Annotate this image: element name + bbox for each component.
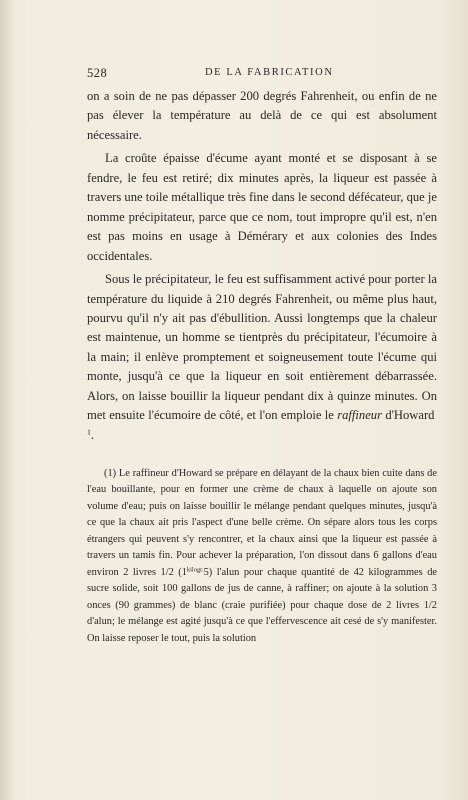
- footnote-superscript: kilogr.: [186, 566, 204, 574]
- paragraph-2: La croûte épaisse d'écume ayant monté et se disposant à se fendre, le feu est retiré; dix minutes après, la liqueur est passée à travers une toile métallique très fine dans le second défécateur, que je nomme précipitateur, parce que ce nom, tout impropre qu'il est, n'en est pas moins en usage à Démérary et aux colonies des Indes occidentales.: [87, 151, 437, 263]
- paragraph-1: on a soin de ne pas dépasser 200 degrés Fahrenheit, ou enfin de ne pas élever la température au delà de ce qui est absolument nécessaire.: [87, 89, 437, 142]
- page-header: [87, 66, 437, 82]
- footnote-reference: 1: [87, 427, 91, 437]
- paragraph-3-end: d'Howard: [385, 408, 435, 423]
- footnote-text: [87, 466, 437, 647]
- running-head: DE LA FABRICATION: [205, 67, 334, 78]
- paragraph-3-final: .: [90, 427, 95, 442]
- raffineur-term: raffineur: [337, 408, 382, 423]
- footnote-text-a: (1) Le raffineur d'Howard se prépare en délayant de la chaux bien cuite dans de l'eau bouillante, pour en former une crème de chaux à laquelle on ajoute son volume d'eau; puis on laisse bouillir le mélange pendant quelques minutes, jusqu'à ce que la chaux ait pris l'aspect d'une belle crème. On sépare alors tous les corps étrangers qui peuvent s'y rencontrer, et la chaux ainsi que la liqueur est passée à travers un tamis fin. Pour achever la préparation, l'on dissout dans 6 gallons d'eau environ 2 livres 1/2 (1: [87, 468, 437, 578]
- main-text: [87, 87, 437, 445]
- paragraph-3-text: Sous le précipitateur, le feu est suffisamment activé pour porter la température du liquide à 210 degrés Fahrenheit, ou même plus haut, pourvu qu'il n'y ait pas d'ébullition. Aussi longtemps que la chaleur est maintenue, un homme se tientprès du précipitateur, l'écumoire à la main; il enlève promptement et soigneusement toute l'écume qui monte, jusqu'à ce que la liqueur en soit entièrement débarrassée. Alors, on laisse bouillir la liqueur pendant dix à quinze minutes. On met ensuite l'écumoire de côté, et l'on emploie le: [87, 272, 437, 423]
- footnote: [87, 466, 437, 647]
- footnote-text-b: 5) l'alun pour chaque quantité de 42 kilogrammes de sucre solide, soit 100 gallons de jus de canne, à raffiner; on ajoute à la solution 3 onces (90 grammes) de blanc (craie purifiée) pour chaque dose de 2 livres 1/2 d'alun; le mélange est agité jusqu'à ce que l'effervescence ait cesé de s'y manifester. On laisse reposer le tout, puis la solution: [87, 566, 437, 644]
- paragraph-3: [87, 270, 437, 445]
- page-number: 528: [87, 66, 108, 80]
- page-gutter-shadow: [0, 0, 14, 800]
